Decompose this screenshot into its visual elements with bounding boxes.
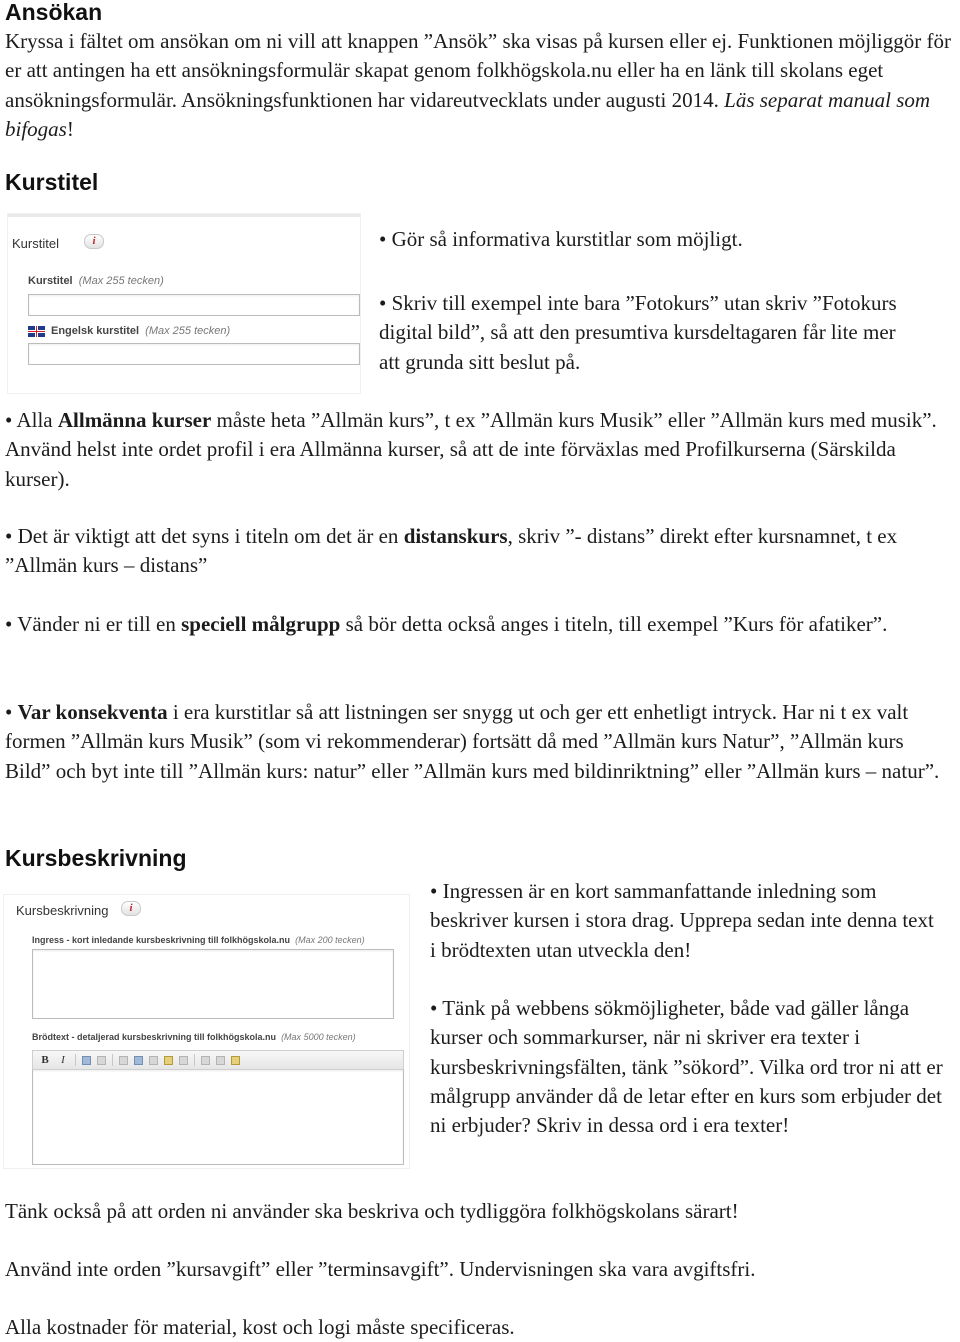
section-heading-kurstitel: Kurstitel — [5, 169, 99, 195]
allmanna-pre: • Alla — [5, 408, 58, 432]
kursbeskrivning-kostnader: Alla kostnader för material, kost och logi måste specificeras. — [5, 1315, 515, 1339]
link-icon[interactable] — [82, 1056, 91, 1065]
konsekventa-post: i era kurstitlar så att listningen ser snygg ut och ger ett enhetligt intryck. Har ni t ex valt formen ”Allmän kurs Musik” (som vi rekommenderar) fortsätt då med ”Allmän kurs Natur”, ”Allmän kurs Bild” och byt inte till ”Allmän kurs: natur” eller ”Allmän kurs med bildinriktning” eller ”Allmän kurs – natur”. — [5, 700, 940, 783]
paste-word-icon[interactable] — [179, 1056, 188, 1065]
kurstitel-distanskurs — [5, 522, 935, 581]
kurstitel-bullet-1: • Gör så informativa kurstitlar som möjligt. — [379, 227, 743, 251]
bullet-list-icon[interactable] — [216, 1056, 225, 1065]
section-heading-ansokan: Ansökan — [5, 0, 103, 25]
field-hint-engelsk: (Max 255 tecken) — [145, 325, 231, 337]
cut-icon[interactable] — [119, 1056, 128, 1065]
screenshot-tab-label: Kursbeskrivning — [16, 903, 109, 918]
field-label-kurstitel-text: Kurstitel — [28, 275, 73, 287]
field-label-kurstitel — [28, 275, 164, 287]
field-label-engelsk-kurstitel — [51, 325, 230, 337]
bold-button[interactable]: B — [41, 1054, 49, 1066]
ansokan-paragraph — [5, 27, 955, 144]
screenshot-tab-label: Kurstitel — [12, 236, 59, 251]
section-heading-kursbeskrivning: Kursbeskrivning — [5, 845, 187, 871]
allmanna-bold: Allmänna kurser — [57, 408, 212, 432]
toolbar-separator — [194, 1054, 195, 1066]
copy-icon[interactable] — [134, 1056, 143, 1065]
kursbeskrivning-sarart: Tänk också på att orden ni använder ska beskriva och tydliggöra folkhögskolans särart! — [5, 1199, 739, 1223]
distans-post: , skriv ”- distans” direkt efter kursnamnet, t ex ”Allmän kurs – distans” — [5, 524, 898, 578]
ansokan-manual-note: Läs separat manual som bifogas — [5, 87, 931, 141]
field-label-ingress-text: Ingress - kort inledande kursbeskrivning till folkhögskola.nu — [32, 935, 291, 945]
distans-bold: distanskurs — [403, 524, 508, 548]
field-label-brodtext — [32, 1032, 356, 1042]
italic-button[interactable]: I — [61, 1054, 65, 1066]
field-hint-ingress: (Max 200 tecken) — [295, 935, 365, 945]
kursbeskrivning-screenshot — [4, 895, 409, 1168]
field-label-engelsk-text: Engelsk kurstitel — [51, 325, 140, 337]
malgrupp-post: så bör detta också anges i titeln, till exempel ”Kurs för afatiker”. — [340, 612, 888, 636]
uk-flag-icon — [28, 326, 45, 337]
ansokan-exclamation: ! — [66, 116, 74, 141]
kurstitel-screenshot — [8, 214, 360, 393]
engelsk-kurstitel-input[interactable] — [28, 343, 360, 365]
distans-pre: • Det är viktigt att det syns i titeln om det är en — [5, 524, 404, 548]
kurstitel-allmanna-kurser — [5, 406, 957, 494]
field-hint-kurstitel: (Max 255 tecken) — [78, 275, 164, 287]
malgrupp-bold: speciell målgrupp — [181, 612, 341, 636]
kurstitel-input[interactable] — [28, 294, 360, 316]
paste-text-icon[interactable] — [164, 1056, 173, 1065]
kursbeskrivning-bullet-2: • Tänk på webbens sökmöjligheter, både vad gäller långa kurser och sommarkurser, när ni skriver era texter i kursbeskrivningsfälten, tänk ”sökord”. Vilka ord tror ni att er målgrupp använder då de letar efter en kurs som erbjuder det ni erbjuder? Skriv in dessa ord i era texter! — [430, 996, 943, 1138]
toolbar-separator — [112, 1054, 113, 1066]
field-label-brodtext-text: Brödtext - detaljerad kursbeskrivning till folkhögskola.nu — [32, 1032, 277, 1042]
kurstitel-bullet-2: • Skriv till exempel inte bara ”Fotokurs” utan skriv ”Fotokurs digital bild”, så att den presumtiva kursdeltagaren får lite mer att grunda sitt beslut på. — [379, 291, 897, 374]
brodtext-textarea[interactable] — [32, 1070, 404, 1165]
toolbar-separator — [75, 1054, 76, 1066]
kurstitel-malgrupp — [5, 610, 945, 639]
info-icon: i — [121, 901, 141, 916]
field-hint-brodtext: (Max 5000 tecken) — [281, 1032, 356, 1042]
allmanna-post: måste heta ”Allmän kurs”, t ex ”Allmän kurs Musik” eller ”Allmän kurs med musik”. Använd helst inte ordet profil i era Allmänna kurser, så att de inte förväxlas med Profilkurserna (Särskilda kurser). — [5, 408, 937, 491]
ansokan-text: Kryssa i fältet om ansökan om ni vill att knappen ”Ansök” ska visas på kursen eller ej. Funktionen möjliggör för er att antingen ha ett ansökningsformulär skapat genom folkhögskola.nu eller ha en länk till skolans eget ansökningsformulär. Ansökningsfunktionen har vidareutvecklats under augusti 2014. — [5, 29, 951, 112]
info-icon: i — [84, 234, 104, 249]
source-icon[interactable] — [231, 1056, 240, 1065]
konsekventa-pre: • — [5, 700, 18, 724]
malgrupp-pre: • Vänder ni er till en — [5, 612, 182, 636]
editor-toolbar — [32, 1050, 404, 1070]
kursbeskrivning-avgift: Använd inte orden ”kursavgift” eller ”terminsavgift”. Undervisningen ska vara avgiftsfri. — [5, 1257, 756, 1281]
numbered-list-icon[interactable] — [201, 1056, 210, 1065]
ingress-textarea[interactable] — [32, 949, 394, 1019]
unlink-icon[interactable] — [97, 1056, 106, 1065]
paste-icon[interactable] — [149, 1056, 158, 1065]
kurstitel-konsekventa — [5, 698, 950, 786]
konsekventa-bold: Var konsekventa — [17, 700, 168, 724]
kursbeskrivning-bullet-1: • Ingressen är en kort sammanfattande inledning som beskriver kursen i stora drag. Upprepa sedan inte denna text i brödtexten utan utveckla den! — [430, 879, 934, 962]
field-label-ingress — [32, 935, 365, 945]
